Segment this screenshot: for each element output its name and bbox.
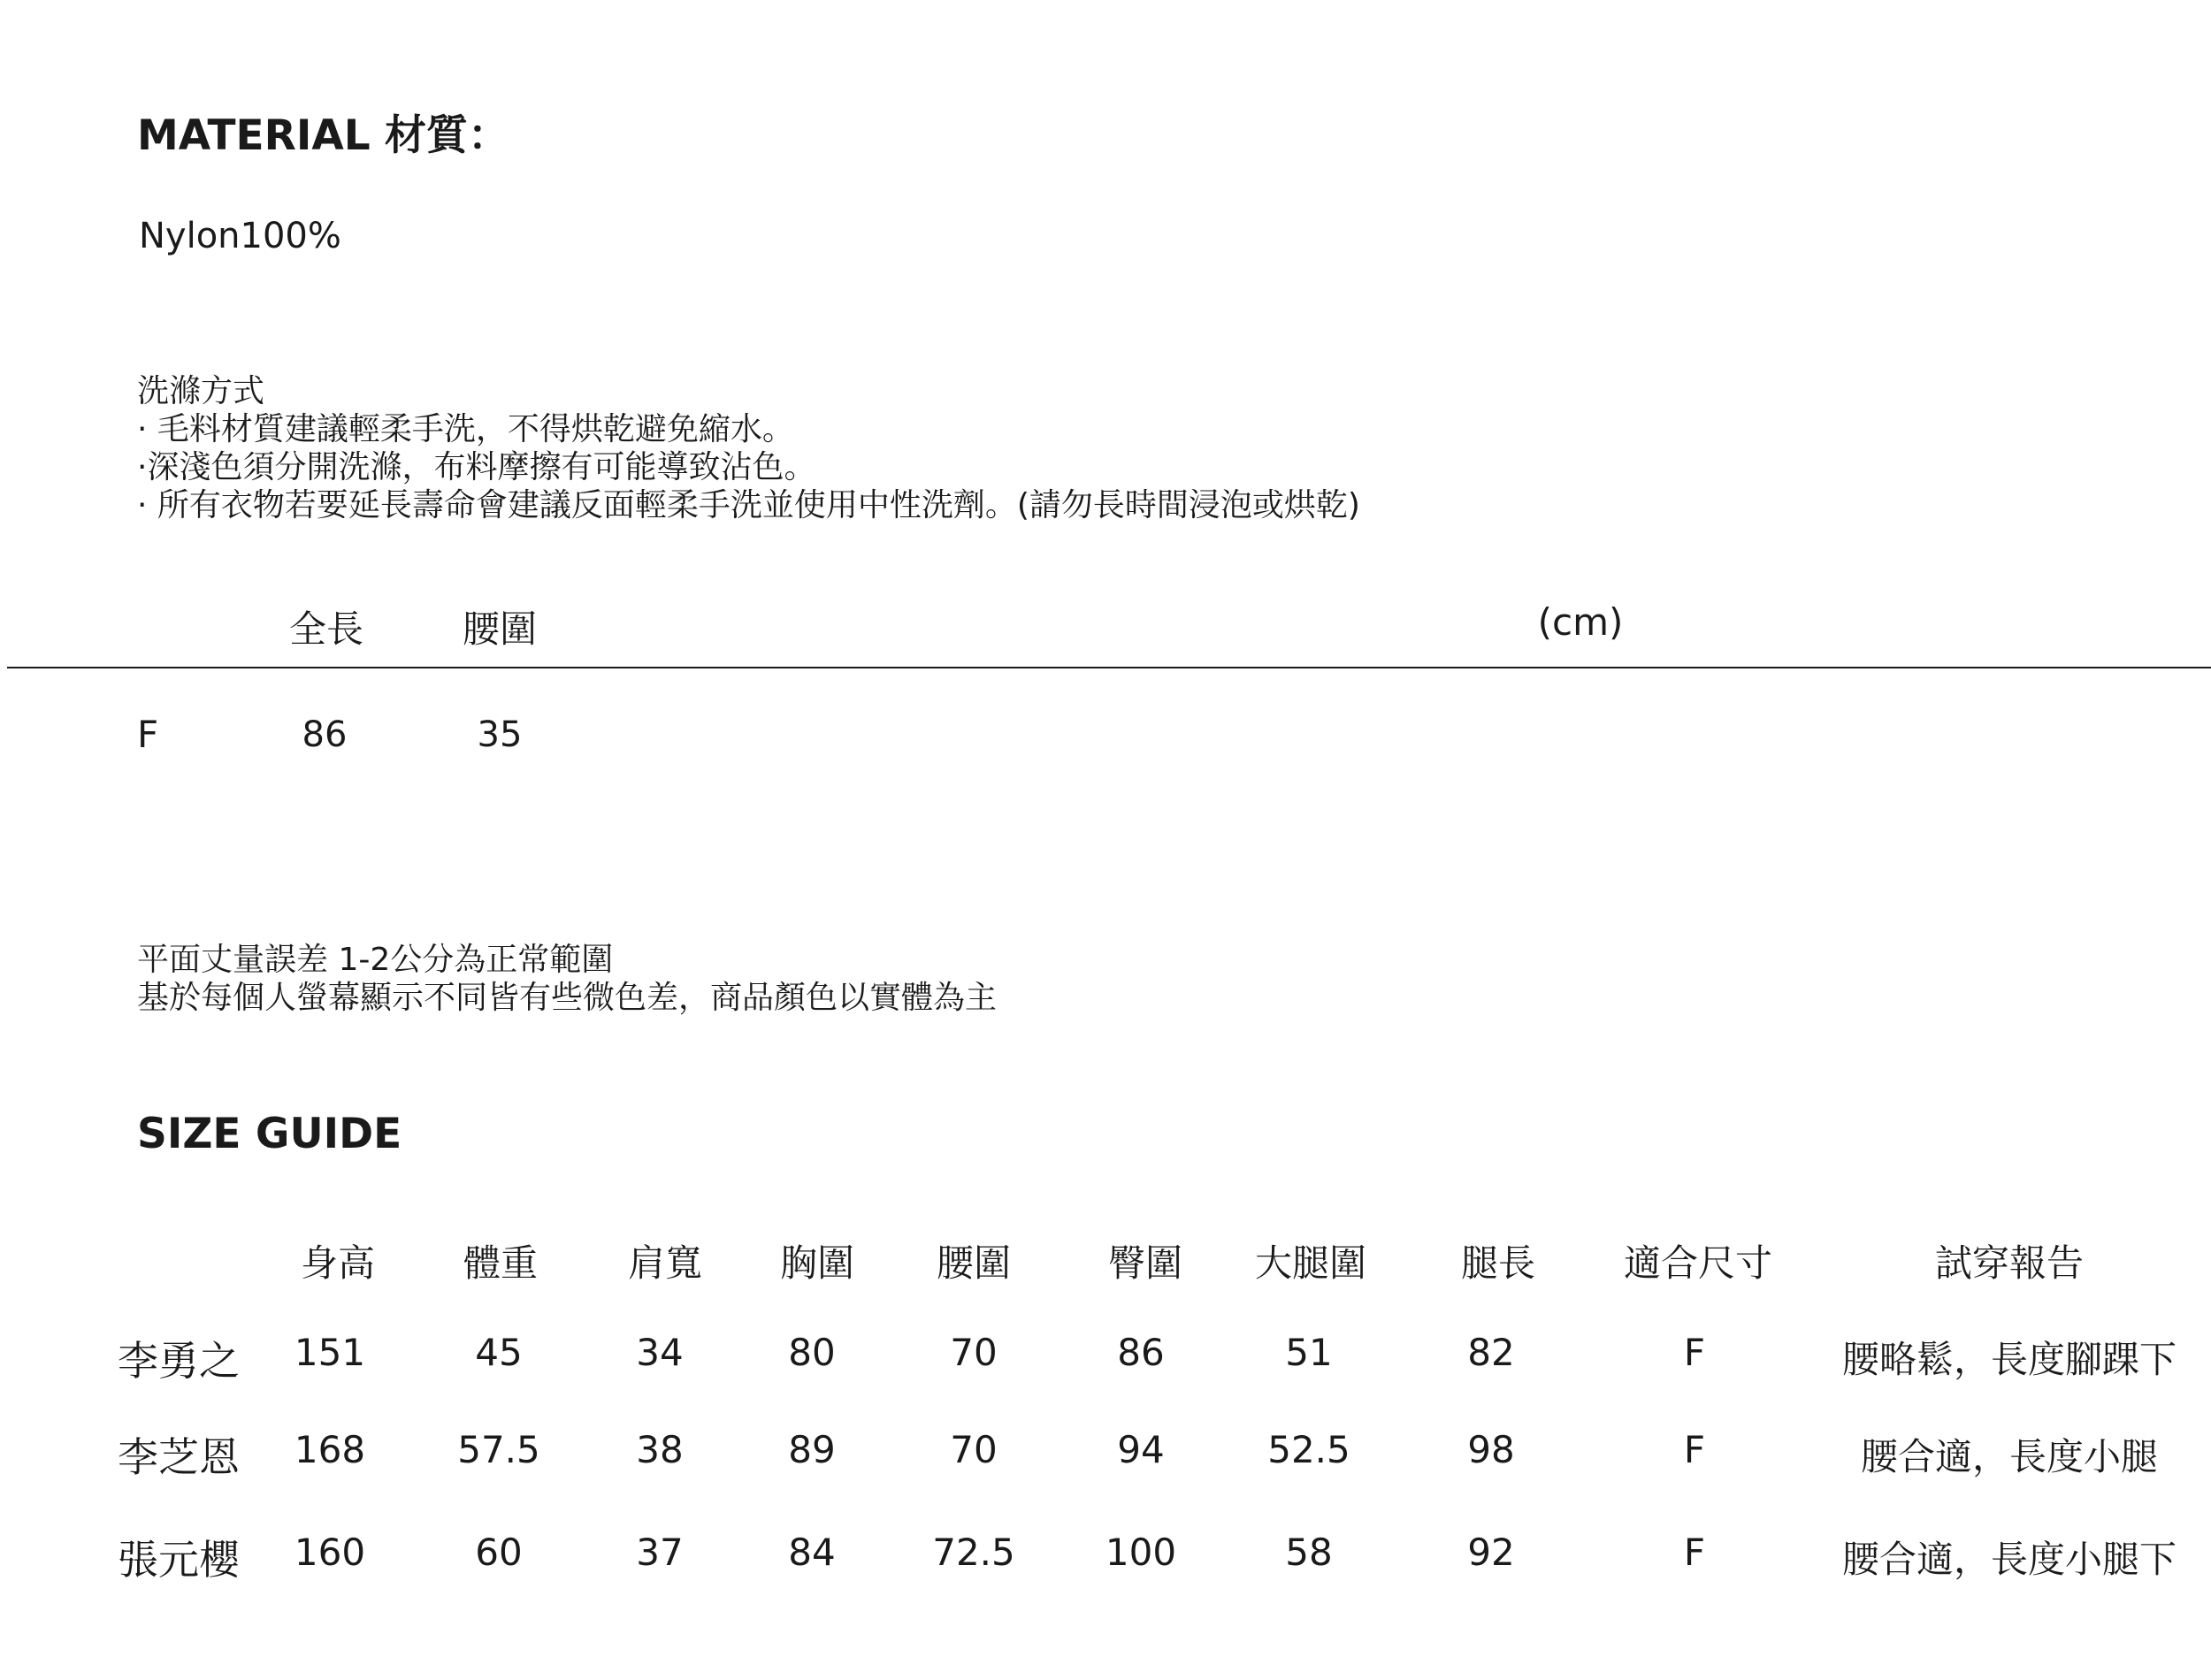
care-line: ·深淺色須分開洗滌，布料摩擦有可能導致沾色。 (137, 449, 816, 485)
measure-unit: (cm) (1537, 600, 1624, 644)
guide-cell: 84 (788, 1531, 836, 1574)
note-line: 平面丈量誤差 1-2公分為正常範圍 (137, 942, 614, 978)
guide-header-fit-size: 適合尺寸 (1623, 1241, 1773, 1285)
guide-cell: 70 (950, 1428, 998, 1471)
guide-cell: 45 (475, 1331, 523, 1374)
guide-cell: 34 (636, 1331, 684, 1374)
guide-header-thigh: 大腿圍 (1254, 1241, 1367, 1285)
guide-header-weight: 體重 (463, 1241, 539, 1285)
guide-cell: 腰合適，長度小腿下 (1841, 1538, 2177, 1581)
guide-cell: F (1683, 1428, 1706, 1471)
guide-cell: 51 (1285, 1331, 1333, 1374)
guide-cell: 151 (294, 1331, 366, 1374)
table-divider (7, 667, 2211, 668)
measure-header-length: 全長 (288, 607, 364, 651)
material-heading: MATERIAL 材質： (137, 111, 510, 160)
measure-size-label: F (137, 713, 159, 756)
guide-cell: 168 (294, 1428, 366, 1471)
guide-cell: 98 (1467, 1428, 1515, 1471)
guide-cell: 37 (636, 1531, 684, 1574)
guide-cell: 100 (1105, 1531, 1177, 1574)
guide-header-hip: 臀圍 (1107, 1241, 1183, 1285)
guide-cell: 89 (788, 1428, 836, 1471)
guide-cell: 70 (950, 1331, 998, 1374)
guide-cell: 94 (1117, 1428, 1165, 1471)
guide-cell: 60 (475, 1531, 523, 1574)
care-line: · 所有衣物若要延長壽命會建議反面輕柔手洗並使用中性洗劑。(請勿長時間浸泡或烘乾) (137, 487, 1360, 523)
care-line: · 毛料材質建議輕柔手洗，不得烘乾避免縮水。 (137, 411, 794, 447)
measure-value-waist: 35 (477, 714, 523, 755)
guide-row-name: 李勇之 (118, 1337, 240, 1385)
guide-cell: 腰合適，長度小腿 (1860, 1435, 2159, 1478)
guide-row-name: 張元櫻 (118, 1536, 240, 1584)
guide-cell: 80 (788, 1331, 836, 1374)
guide-cell: 82 (1467, 1331, 1515, 1374)
note-line: 基於每個人螢幕顯示不同皆有些微色差，商品顏色以實體為主 (137, 980, 998, 1016)
guide-cell: 92 (1467, 1531, 1515, 1574)
care-section (137, 372, 1360, 524)
guide-cell: F (1683, 1331, 1706, 1374)
material-value: Nylon100% (139, 216, 341, 256)
guide-cell: 38 (636, 1428, 684, 1471)
guide-cell: 86 (1117, 1331, 1165, 1374)
size-guide-heading: SIZE GUIDE (137, 1110, 402, 1158)
guide-header-fit-report: 試穿報告 (1934, 1241, 2085, 1285)
guide-cell: 52.5 (1267, 1428, 1350, 1471)
measure-value-length: 86 (302, 714, 348, 755)
guide-header-waist: 腰圍 (936, 1241, 1012, 1285)
guide-header-chest: 胸圍 (779, 1241, 855, 1285)
guide-cell: 72.5 (932, 1531, 1015, 1574)
guide-cell: 58 (1285, 1531, 1333, 1574)
care-title: 洗滌方式 (137, 373, 265, 409)
guide-cell: 160 (294, 1531, 366, 1574)
guide-cell: F (1683, 1531, 1706, 1574)
notes-section (137, 941, 997, 1017)
guide-header-height: 身高 (300, 1241, 376, 1285)
guide-row-name: 李芝恩 (118, 1433, 240, 1481)
guide-cell: 腰略鬆，長度腳踝下 (1841, 1338, 2177, 1381)
measure-header-waist: 腰圍 (462, 607, 538, 651)
guide-cell: 57.5 (457, 1428, 540, 1471)
guide-header-inseam: 腿長 (1460, 1241, 1536, 1285)
guide-header-shoulder: 肩寬 (627, 1241, 703, 1285)
